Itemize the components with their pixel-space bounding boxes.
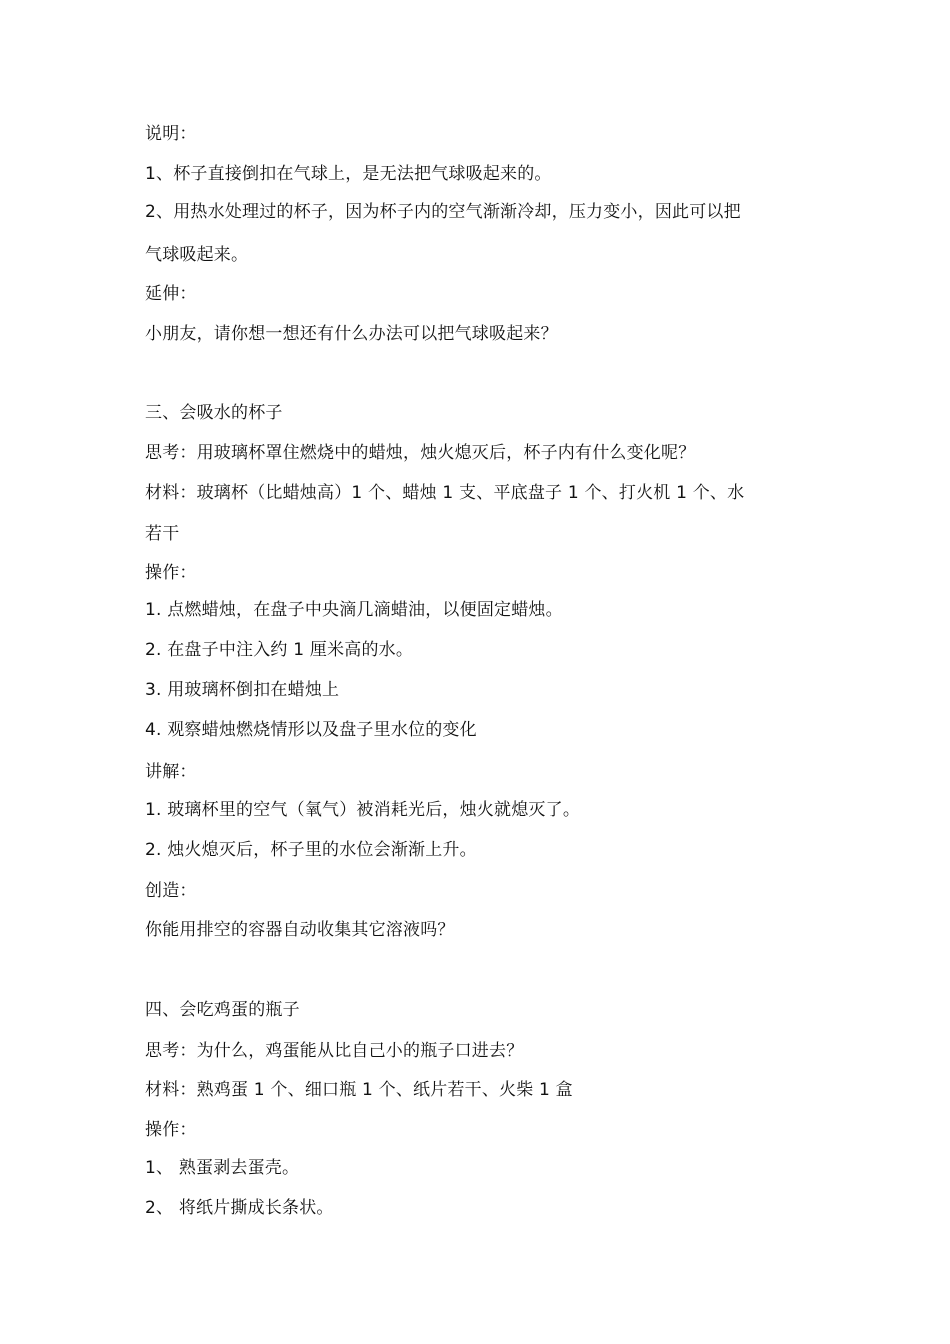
section4-title: 四、会吃鸡蛋的瓶子: [145, 1000, 300, 1020]
section4-materials: 材料：熟鸡蛋 1 个、细口瓶 1 个、纸片若干、火柴 1 盒: [145, 1080, 573, 1100]
extend-text: 小朋友，请你想一想还有什么办法可以把气球吸起来？: [145, 324, 558, 344]
explain-item-2-line-2: 气球吸起来。: [145, 245, 249, 265]
section3-create-heading: 创造：: [145, 881, 197, 901]
section3-op-4: 4. 观察蜡烛燃烧情形以及盘子里水位的变化: [145, 720, 477, 740]
extend-heading: 延伸：: [145, 284, 197, 304]
section4-ops-heading: 操作：: [145, 1120, 197, 1140]
explain-item-1: 1、杯子直接倒扣在气球上，是无法把气球吸起来的。: [145, 164, 552, 184]
section4-op-2: 2、 将纸片撕成长条状。: [145, 1198, 334, 1218]
section3-op-2: 2. 在盘子中注入约 1 厘米高的水。: [145, 640, 414, 660]
section4-think: 思考：为什么，鸡蛋能从比自己小的瓶子口进去？: [145, 1041, 524, 1061]
section3-materials-line-2: 若干: [145, 524, 180, 544]
section3-create-text: 你能用排空的容器自动收集其它溶液吗？: [145, 920, 455, 940]
section4-op-1: 1、 熟蛋剥去蛋壳。: [145, 1158, 300, 1178]
section3-lecture-heading: 讲解：: [145, 762, 197, 782]
explain-item-2-line-1: 2、用热水处理过的杯子，因为杯子内的空气渐渐冷却，压力变小，因此可以把: [145, 202, 741, 222]
section3-ops-heading: 操作：: [145, 563, 197, 583]
section3-title: 三、会吸水的杯子: [145, 403, 283, 423]
section3-think: 思考：用玻璃杯罩住燃烧中的蜡烛，烛火熄灭后，杯子内有什么变化呢？: [145, 443, 696, 463]
section3-lecture-2: 2. 烛火熄灭后，杯子里的水位会渐渐上升。: [145, 840, 477, 860]
section3-lecture-1: 1. 玻璃杯里的空气（氧气）被消耗光后，烛火就熄灭了。: [145, 800, 581, 820]
explain-heading: 说明：: [145, 124, 197, 144]
section3-materials-line-1: 材料：玻璃杯（比蜡烛高）1 个、蜡烛 1 支、平底盘子 1 个、打火机 1 个、水: [145, 483, 745, 503]
section3-op-1: 1. 点燃蜡烛，在盘子中央滴几滴蜡油，以便固定蜡烛。: [145, 600, 563, 620]
section3-op-3: 3. 用玻璃杯倒扣在蜡烛上: [145, 680, 340, 700]
